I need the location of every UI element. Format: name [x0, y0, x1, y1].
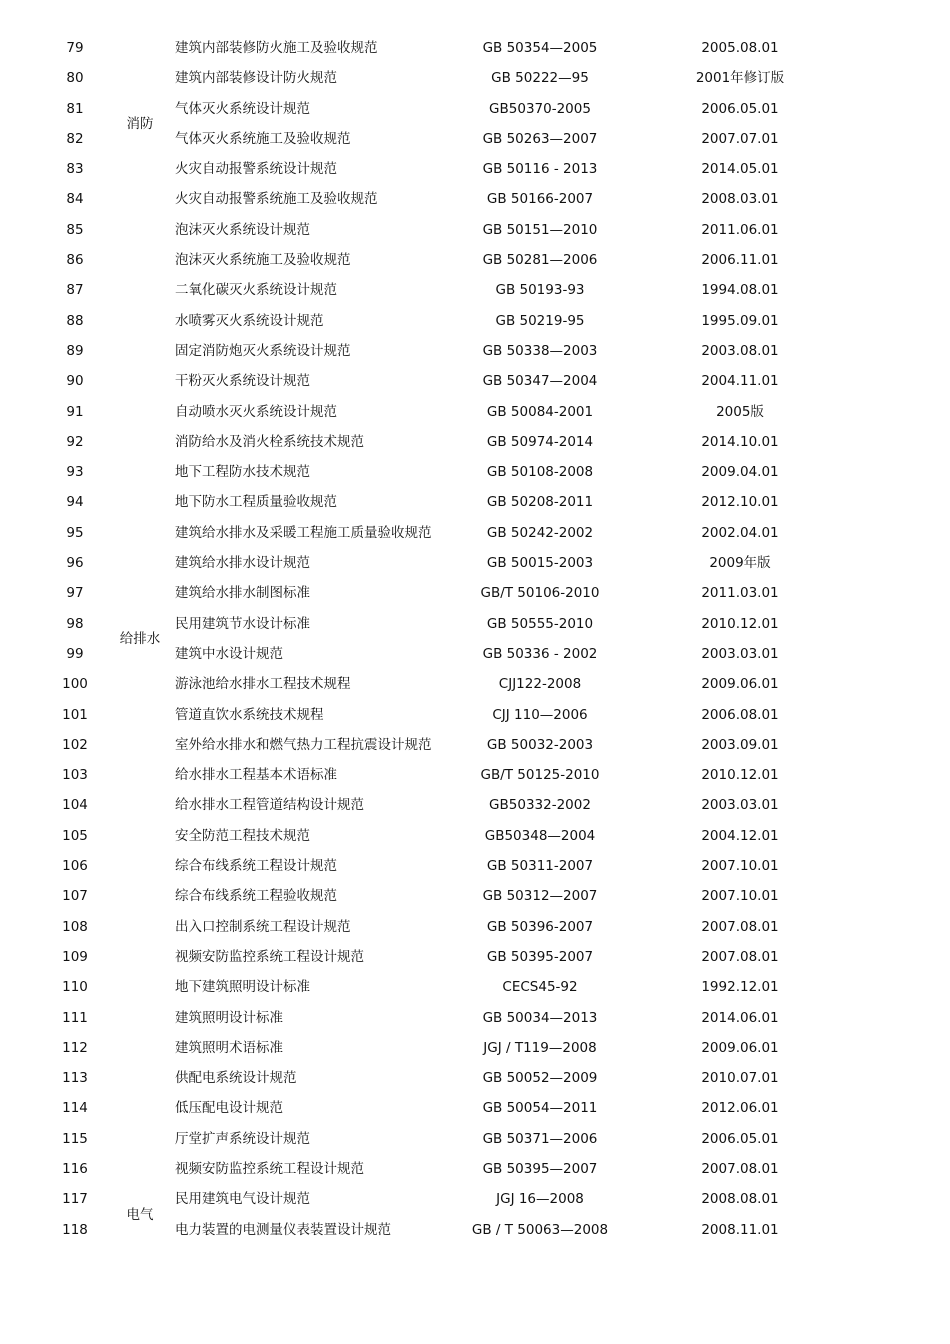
- table-row: [0, 306, 950, 336]
- standard-name: 建筑给水排水设计规范: [175, 555, 310, 572]
- effective-date: 2009.06.01: [701, 676, 779, 693]
- effective-date: 2014.10.01: [701, 433, 779, 450]
- standard-name: 建筑照明设计标准: [175, 1009, 283, 1026]
- table-row: [0, 1003, 950, 1033]
- row-number: 112: [62, 1039, 88, 1056]
- standard-code: GB 50347—2004: [482, 373, 598, 390]
- table-row: [0, 730, 950, 760]
- standard-name: 地下建筑照明设计标准: [175, 979, 310, 996]
- standard-name: 供配电系统设计规范: [175, 1070, 297, 1087]
- effective-date: 2010.12.01: [701, 767, 779, 784]
- standard-name: 泡沫灭火系统施工及验收规范: [175, 252, 351, 269]
- row-number: 79: [66, 40, 84, 56]
- row-number: 104: [62, 797, 88, 814]
- table-row: [0, 912, 950, 942]
- table-row: [0, 700, 950, 730]
- standard-name: 建筑中水设计规范: [175, 645, 283, 662]
- table-row: [0, 881, 950, 911]
- standard-code: GB 50222—95: [491, 70, 589, 87]
- standard-code: GB 50281—2006: [482, 252, 598, 269]
- row-number: 87: [66, 282, 84, 299]
- table-row: [0, 669, 950, 699]
- row-number: 92: [66, 433, 84, 450]
- standard-name: 安全防范工程技术规范: [175, 827, 310, 844]
- category-label: 消防: [126, 115, 154, 132]
- standard-code: GB 50395—2007: [482, 1160, 598, 1177]
- standard-name: 泡沫灭火系统设计规范: [175, 221, 310, 238]
- standard-name: 地下防水工程质量验收规范: [175, 494, 337, 511]
- effective-date: 2007.10.01: [701, 858, 779, 875]
- standard-code: GB 50336 - 2002: [482, 645, 598, 662]
- standard-code: GB 50338—2003: [482, 342, 598, 359]
- effective-date: 2006.05.01: [701, 100, 779, 117]
- standard-name: 视频安防监控系统工程设计规范: [175, 1160, 364, 1177]
- standard-name: 气体灭火系统施工及验收规范: [175, 130, 351, 147]
- row-number: 86: [66, 252, 84, 269]
- effective-date: 2007.10.01: [701, 888, 779, 905]
- row-number: 105: [62, 827, 88, 844]
- row-number: 94: [66, 494, 84, 511]
- effective-date: 2007.08.01: [701, 918, 779, 935]
- standard-name: 厅堂扩声系统设计规范: [175, 1130, 310, 1147]
- standard-name: 消防给水及消火栓系统技术规范: [175, 433, 364, 450]
- standard-name: 二氧化碳灭火系统设计规范: [175, 282, 337, 299]
- row-number: 110: [62, 979, 88, 996]
- row-number: 93: [66, 464, 84, 481]
- standards-table: [0, 33, 950, 1245]
- row-number: 83: [66, 161, 84, 178]
- row-number: 97: [66, 585, 84, 602]
- row-number: 96: [66, 555, 84, 572]
- table-row: [0, 245, 950, 275]
- row-number: 108: [62, 918, 88, 935]
- effective-date: 2006.11.01: [701, 252, 779, 269]
- category-label: 给排水: [119, 631, 161, 647]
- row-number: 111: [62, 1009, 88, 1026]
- effective-date: 2014.05.01: [701, 161, 779, 178]
- effective-date: 2010.12.01: [701, 615, 779, 632]
- standard-name: 建筑内部装修防火施工及验收规范: [175, 40, 378, 56]
- standard-code: GB 50116 - 2013: [482, 161, 598, 178]
- table-row: [0, 1124, 950, 1154]
- standard-name: 地下工程防水技术规范: [175, 464, 310, 481]
- effective-date: 2011.03.01: [701, 585, 779, 602]
- effective-date: 2001年修订版: [695, 70, 785, 87]
- standard-code: GB 50032-2003: [486, 736, 594, 753]
- table-row: [0, 1154, 950, 1184]
- row-number: 113: [62, 1070, 88, 1087]
- effective-date: 2008.11.01: [701, 1221, 779, 1238]
- standard-code: CJJ 110—2006: [492, 706, 588, 723]
- standard-name: 气体灭火系统设计规范: [175, 100, 310, 117]
- standard-code: JGJ 16—2008: [496, 1191, 584, 1208]
- standard-code: GB 50311-2007: [486, 858, 594, 875]
- standard-code: GB 50219-95: [495, 312, 585, 329]
- table-row: [0, 1093, 950, 1123]
- standard-name: 视频安防监控系统工程设计规范: [175, 948, 364, 965]
- standard-name: 建筑内部装修设计防火规范: [175, 70, 337, 87]
- row-number: 101: [62, 706, 88, 723]
- standard-code: JGJ / T119—2008: [483, 1039, 597, 1056]
- table-row: [0, 457, 950, 487]
- effective-date: 2003.03.01: [701, 797, 779, 814]
- effective-date: 2004.12.01: [701, 827, 779, 844]
- standard-name: 民用建筑节水设计标准: [175, 615, 310, 632]
- standard-code: GB 50354—2005: [482, 40, 598, 56]
- effective-date: 2007.07.01: [701, 130, 779, 147]
- standard-code: GB 50555-2010: [486, 615, 594, 632]
- table-row: [0, 154, 950, 184]
- standard-code: GB 50193-93: [495, 282, 585, 299]
- effective-date: 2006.08.01: [701, 706, 779, 723]
- row-number: 95: [66, 524, 84, 541]
- row-number: 98: [66, 615, 84, 632]
- standard-code: GB 50166-2007: [486, 191, 594, 208]
- standard-name: 建筑给水排水制图标准: [175, 585, 310, 602]
- table-row: [0, 487, 950, 517]
- row-number: 81: [66, 100, 84, 117]
- row-number: 103: [62, 767, 88, 784]
- standard-name: 火灾自动报警系统施工及验收规范: [175, 191, 378, 208]
- table-row: [0, 972, 950, 1002]
- table-row: [0, 336, 950, 366]
- row-number: 118: [62, 1221, 88, 1238]
- standard-code: CECS45-92: [502, 979, 578, 996]
- row-number: 90: [66, 373, 84, 390]
- table-row: [0, 427, 950, 457]
- standard-name: 自动喷水灭火系统设计规范: [175, 403, 337, 420]
- table-row: [0, 760, 950, 790]
- row-number: 115: [62, 1130, 88, 1147]
- standard-code: GB 50084-2001: [486, 403, 594, 420]
- standard-code: GB 50151—2010: [482, 221, 598, 238]
- standard-code: GB 50242-2002: [486, 524, 594, 541]
- effective-date: 2004.11.01: [701, 373, 779, 390]
- row-number: 80: [66, 70, 84, 87]
- standard-code: GB 50015-2003: [486, 555, 594, 572]
- standard-name: 固定消防炮灭火系统设计规范: [175, 342, 351, 359]
- standard-code: GB 50034—2013: [482, 1009, 598, 1026]
- table-row: [0, 275, 950, 305]
- table-row: [0, 366, 950, 396]
- standard-code: GB 50371—2006: [482, 1130, 598, 1147]
- effective-date: 2008.03.01: [701, 191, 779, 208]
- standard-name: 给水排水工程基本术语标准: [175, 767, 337, 784]
- row-number: 85: [66, 221, 84, 238]
- row-number: 106: [62, 858, 88, 875]
- standard-code: GB 50052—2009: [482, 1070, 598, 1087]
- standard-name: 综合布线系统工程验收规范: [175, 888, 337, 905]
- standard-name: 低压配电设计规范: [175, 1100, 283, 1117]
- row-number: 107: [62, 888, 88, 905]
- standard-code: CJJ122-2008: [498, 676, 582, 693]
- standard-code: GB 50396-2007: [486, 918, 594, 935]
- effective-date: 2009.04.01: [701, 464, 779, 481]
- standard-name: 水喷雾灭火系统设计规范: [175, 312, 324, 329]
- standard-name: 出入口控制系统工程设计规范: [175, 918, 351, 935]
- effective-date: 2009年版: [709, 555, 771, 572]
- category-label: 电气: [126, 1206, 154, 1223]
- effective-date: 1995.09.01: [701, 312, 779, 329]
- effective-date: 2007.08.01: [701, 1160, 779, 1177]
- standard-code: GB50332-2002: [489, 797, 591, 814]
- table-row: [0, 1033, 950, 1063]
- row-number: 99: [66, 645, 84, 662]
- standard-code: GB 50263—2007: [482, 130, 598, 147]
- effective-date: 1992.12.01: [701, 979, 779, 996]
- effective-date: 2006.05.01: [701, 1130, 779, 1147]
- effective-date: 2010.07.01: [701, 1070, 779, 1087]
- standard-code: GB 50395-2007: [486, 948, 594, 965]
- standard-name: 民用建筑电气设计规范: [175, 1191, 310, 1208]
- standard-name: 火灾自动报警系统设计规范: [175, 161, 337, 178]
- effective-date: 2005版: [716, 403, 764, 420]
- table-row: [0, 851, 950, 881]
- effective-date: 2012.10.01: [701, 494, 779, 511]
- effective-date: 2009.06.01: [701, 1039, 779, 1056]
- table-row: [0, 790, 950, 820]
- standard-name: 干粉灭火系统设计规范: [175, 373, 310, 390]
- effective-date: 2012.06.01: [701, 1100, 779, 1117]
- table-row: [0, 184, 950, 214]
- standard-code: GB/T 50106-2010: [480, 585, 600, 602]
- row-number: 88: [66, 312, 84, 329]
- row-number: 84: [66, 191, 84, 208]
- effective-date: 2011.06.01: [701, 221, 779, 238]
- standard-code: GB50370-2005: [489, 100, 591, 117]
- row-number: 91: [66, 403, 84, 420]
- effective-date: 1994.08.01: [701, 282, 779, 299]
- table-row: [0, 33, 950, 63]
- standard-name: 建筑照明术语标准: [175, 1039, 283, 1056]
- standard-code: GB / T 50063—2008: [471, 1221, 609, 1238]
- table-row: [0, 518, 950, 548]
- table-row: [0, 821, 950, 851]
- row-number: 102: [62, 736, 88, 753]
- standard-code: GB50348—2004: [484, 827, 596, 844]
- row-number: 109: [62, 948, 88, 965]
- table-row: [0, 63, 950, 93]
- standard-code: GB 50312—2007: [482, 888, 598, 905]
- effective-date: 2014.06.01: [701, 1009, 779, 1026]
- standard-name: 电力装置的电测量仪表装置设计规范: [175, 1221, 391, 1238]
- row-number: 114: [62, 1100, 88, 1117]
- table-row: [0, 215, 950, 245]
- standard-name: 综合布线系统工程设计规范: [175, 858, 337, 875]
- row-number: 117: [62, 1191, 88, 1208]
- effective-date: 2003.03.01: [701, 645, 779, 662]
- standard-name: 游泳池给水排水工程技术规程: [175, 676, 351, 693]
- table-row: [0, 548, 950, 578]
- effective-date: 2008.08.01: [701, 1191, 779, 1208]
- effective-date: 2003.08.01: [701, 342, 779, 359]
- row-number: 116: [62, 1160, 88, 1177]
- standard-code: GB 50208-2011: [486, 494, 594, 511]
- standard-name: 建筑给水排水及采暖工程施工质量验收规范: [175, 524, 432, 541]
- table-row: [0, 942, 950, 972]
- row-number: 82: [66, 130, 84, 147]
- effective-date: 2002.04.01: [701, 524, 779, 541]
- standard-name: 室外给水排水和燃气热力工程抗震设计规范: [175, 736, 432, 753]
- standard-code: GB 50974-2014: [486, 433, 594, 450]
- effective-date: 2003.09.01: [701, 736, 779, 753]
- table-row: [0, 1063, 950, 1093]
- standard-code: GB 50108-2008: [486, 464, 594, 481]
- standard-code: GB/T 50125-2010: [480, 767, 600, 784]
- row-number: 89: [66, 342, 84, 359]
- standard-name: 给水排水工程管道结构设计规范: [175, 797, 364, 814]
- row-number: 100: [62, 676, 88, 693]
- standard-name: 管道直饮水系统技术规程: [175, 706, 324, 723]
- table-row: [0, 397, 950, 427]
- standard-code: GB 50054—2011: [482, 1100, 598, 1117]
- effective-date: 2007.08.01: [701, 948, 779, 965]
- table-row: [0, 578, 950, 608]
- effective-date: 2005.08.01: [701, 40, 779, 56]
